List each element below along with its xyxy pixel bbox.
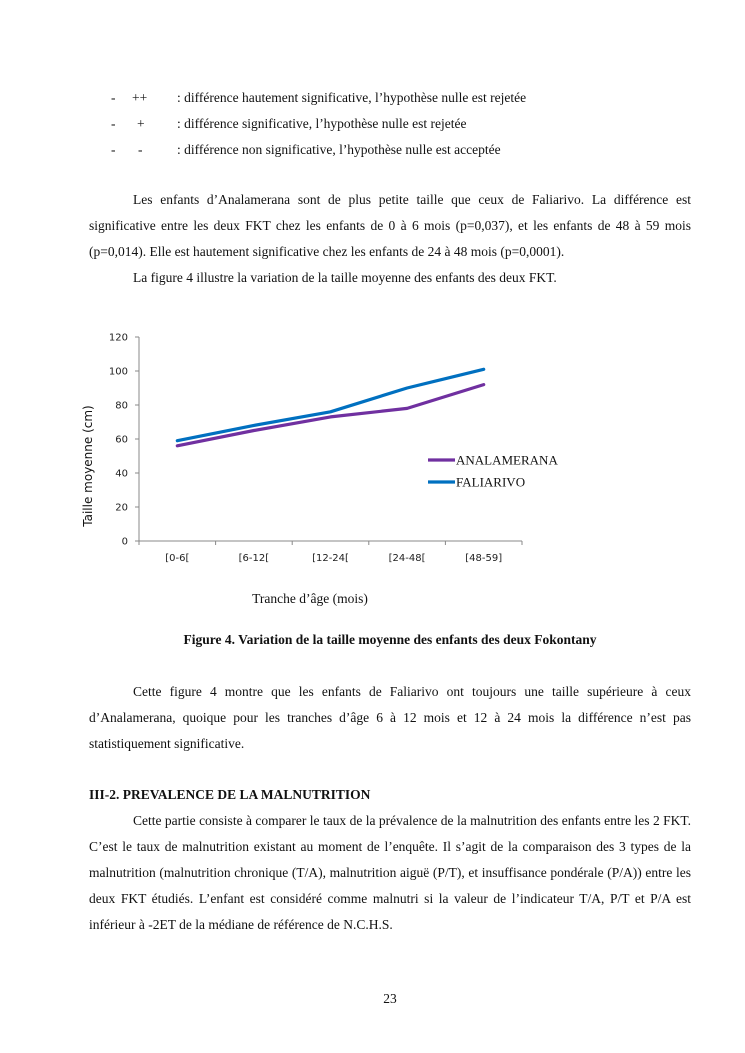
y-axis-label: Taille moyenne (cm): [81, 405, 95, 527]
legend-label-faliarivo: FALIARIVO: [456, 474, 526, 490]
y-tick-label: 40: [115, 468, 128, 480]
paragraph-figure-intro: La figure 4 illustre la variation de la taille moyenne des enfants des deux FKT.: [133, 270, 557, 285]
x-tick-label: [48-59]: [465, 553, 503, 564]
legend-symbol: ++: [132, 90, 148, 105]
chart-series: [177, 369, 483, 446]
x-axis-label: Tranche d’âge (mois): [252, 591, 368, 606]
y-tick-label: 80: [115, 400, 128, 412]
series-line-faliarivo: [177, 369, 483, 440]
section-heading: III-2. PREVALENCE DE LA MALNUTRITION: [89, 787, 371, 802]
paragraph-height-comparison: Les enfants d’Analamerana sont de plus petite taille que ceux de Faliarivo. La différence est significative entre les deux FKT chez les enfants de 0 à 6 mois (p=0,037), et les enfants de 48 à 59 mois (p=0,014). Elle est hautement significative chez les enfants de 24 à 48 mois (p=0,0001).: [89, 192, 691, 259]
x-tick-label: [6-12[: [238, 553, 270, 564]
page-number: 23: [383, 991, 397, 1006]
paragraph-malnutrition-prevalence: Cette partie consiste à comparer le taux de la prévalence de la malnutrition des enfants entre les 2 FKT. C’est le taux de malnutrition existant au moment de l’enquête. Il s’agit de la comparaison des 3 types de la malnutrition (malnutrition chronique (T/A), malnutrition aiguë (P/T), et insuffisance pondérale (P/A)) entre les deux FKT étudiés. L’enfant est considéré comme malnutri si la valeur de l’indicateur T/A, P/T et P/A est inférieur à -2ET de la médiane de référence de N.C.H.S.: [89, 813, 691, 932]
paragraph-figure-analysis: Cette figure 4 montre que les enfants de Faliarivo ont toujours une taille supérieure à ceux d’Analamerana, quoique pour les tranches d’âge 6 à 12 mois et 12 à 24 mois la différence n’est pas statistiquement significative.: [89, 684, 691, 751]
y-tick-label: 120: [108, 332, 128, 344]
legend-dash: -: [111, 90, 116, 105]
x-tick-label: [24-48[: [388, 553, 426, 564]
legend-label-analamerana: ANALAMERANA: [456, 452, 558, 468]
legend-symbol: -: [138, 142, 143, 157]
chart-legend: [428, 453, 558, 490]
chart-ticks: [109, 333, 522, 565]
legend-dash: -: [111, 142, 116, 157]
y-tick-label: 60: [115, 434, 128, 446]
y-tick-label: 100: [108, 366, 128, 378]
series-line-analamerana: [177, 385, 483, 446]
legend-description: : différence hautement significative, l’hypothèse nulle est rejetée: [177, 90, 527, 105]
figure-caption: Figure 4. Variation de la taille moyenne des enfants des deux Fokontany: [183, 632, 597, 647]
chart-axes: [139, 337, 522, 541]
legend-description: : différence significative, l’hypothèse nulle est rejetée: [177, 116, 467, 131]
legend-dash: -: [111, 116, 116, 131]
legend-symbol: +: [137, 116, 145, 131]
y-tick-label: 0: [121, 536, 128, 548]
x-tick-label: [0-6[: [165, 553, 190, 564]
y-tick-label: 20: [115, 502, 128, 514]
legend-description: : différence non significative, l’hypothèse nulle est acceptée: [177, 142, 501, 157]
x-tick-label: [12-24[: [312, 553, 349, 564]
